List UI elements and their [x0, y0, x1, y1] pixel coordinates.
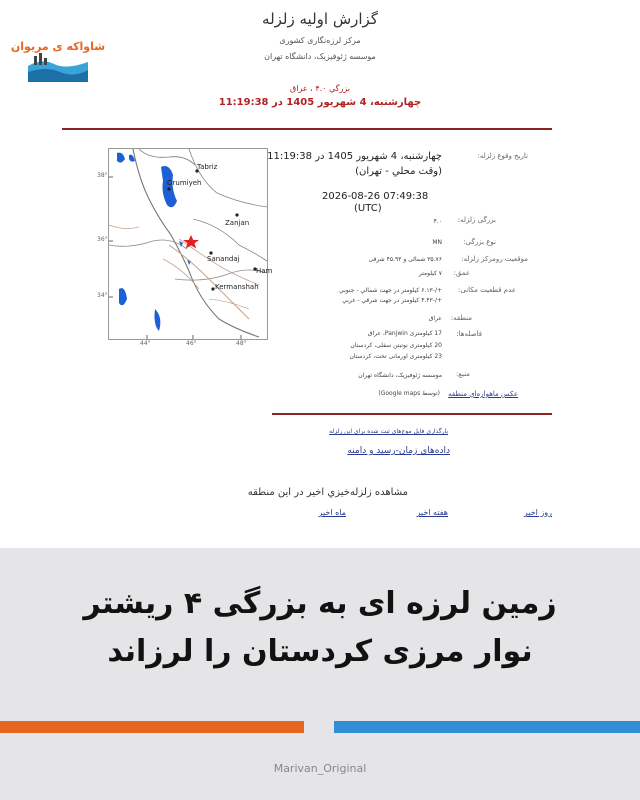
region-value: عراق — [428, 315, 442, 322]
headline-line-2: نوار مرزی کردستان را لرزاند — [107, 634, 533, 669]
recent-seismicity-title: مشاهده زلزله‌خيزي اخير در اين منطقه — [247, 487, 408, 498]
distances-label: فاصله‌ها: — [456, 330, 482, 338]
report-datetime-line: چهارشنبه، 4 شهریور 1405 در 11:19:38 — [218, 97, 422, 108]
map-lon-44: 44° — [140, 340, 151, 347]
google-maps-note: (توسط Google maps) — [378, 390, 440, 397]
last-day-link[interactable]: روز اخير — [523, 508, 552, 517]
map-city-ham: Ham — [256, 267, 273, 275]
report-magnitude-line: بزرگي ۴.۰ ، عراق — [290, 84, 350, 93]
uncertainty-label: عدم قطعیت مکانی: — [458, 286, 516, 294]
depth-label: عمق: — [453, 269, 470, 277]
channel-logo — [10, 20, 106, 84]
logo-text: شاواکه ی مریوان — [10, 40, 106, 53]
map-lon-48: 48° — [236, 340, 247, 347]
headline-line-1: زمین لرزه ای به بزرگی ۴ ریشتر — [83, 586, 557, 621]
map-city-sanandaj: Sanandaj — [207, 255, 240, 263]
magnitude-value: ۴.۰ — [433, 218, 442, 225]
details-divider — [272, 413, 552, 415]
map-city-kermanshah: Kermanshah — [215, 283, 259, 291]
depth-value: ۷ کیلومتر — [418, 270, 442, 277]
waveform-data-link[interactable]: داده‌هاي زمان-رسيد و دامنه — [347, 446, 450, 456]
report-center: مرکز لرزه‌نگاری کشوری — [279, 36, 361, 45]
source-value: موسسه ژئوفیزیک، دانشگاه تهران — [358, 372, 442, 379]
accent-bar-orange — [0, 721, 304, 733]
uncertainty-value-2: +/-۴.۴۳ کیلومتر در جهت شرقي - غربي — [342, 297, 442, 304]
local-time-value: چهارشنبه، 4 شهریور 1405 در 11:19:38 — [267, 151, 442, 162]
uncertainty-value-1: +/-۶.۱۳ کیلومتر در جهت شمالي - جنوبي — [339, 287, 442, 294]
local-time-label: تاریخ وقوع زلزله: — [477, 152, 528, 160]
mag-type-value: MN — [432, 239, 442, 246]
report-title: گزارش اولیه زلزله — [262, 10, 378, 28]
epicenter-label: موقعیت رومرکز زلزله: — [461, 255, 528, 263]
utc-time-value: 2026-08-26 07:49:38 — [322, 191, 429, 202]
magnitude-label: بزرگی زلزله: — [457, 216, 496, 224]
epicenter-value: ۳۵.۷۶ شمالی و ۴۵.۹۳ شرقی — [368, 256, 442, 263]
region-label: منطقه: — [450, 314, 472, 322]
distance-2: 20 کیلومتری نوتیتن سفلی، کردستان — [350, 342, 442, 349]
last-month-link[interactable]: ماه اخير — [318, 508, 346, 517]
map-city-orumiyeh: Orumiyeh — [167, 179, 202, 187]
map-lon-46: 46° — [186, 340, 197, 347]
map-lat-38: 38° — [97, 172, 108, 179]
last-week-link[interactable]: هفته اخير — [416, 508, 448, 517]
local-time-zone: (وقت محلي - تهران) — [355, 166, 442, 177]
satellite-image-link[interactable]: عکس ماهواره‌اي منطقه — [448, 390, 518, 398]
mag-type-label: نوع بزرگی: — [463, 238, 496, 246]
map-lat-34: 34° — [97, 292, 108, 299]
accent-bar-blue — [334, 721, 640, 733]
utc-label: (UTC) — [354, 203, 382, 214]
map-city-tabriz: Tabriz — [197, 163, 218, 171]
source-label: منبع: — [455, 370, 470, 378]
epicenter-map[interactable] — [108, 148, 273, 340]
map-city-zanjan: Zanjan — [225, 219, 250, 227]
report-institute: موسسه ژئوفیزیک، دانشگاه تهران — [264, 52, 376, 61]
map-lat-36: 36° — [97, 236, 108, 243]
distance-1: 17 کیلومتری Panjwin، عراق — [367, 330, 442, 337]
header-divider — [62, 128, 552, 130]
kml-download-link[interactable]: بارگذاری فایل موج‌های ثبت شده براي اين زلزله — [329, 428, 448, 435]
distance-3: 23 کیلومتری اورمانی تخت، کردستان — [349, 353, 442, 360]
footer-handle: Marivan_Original — [273, 762, 367, 775]
